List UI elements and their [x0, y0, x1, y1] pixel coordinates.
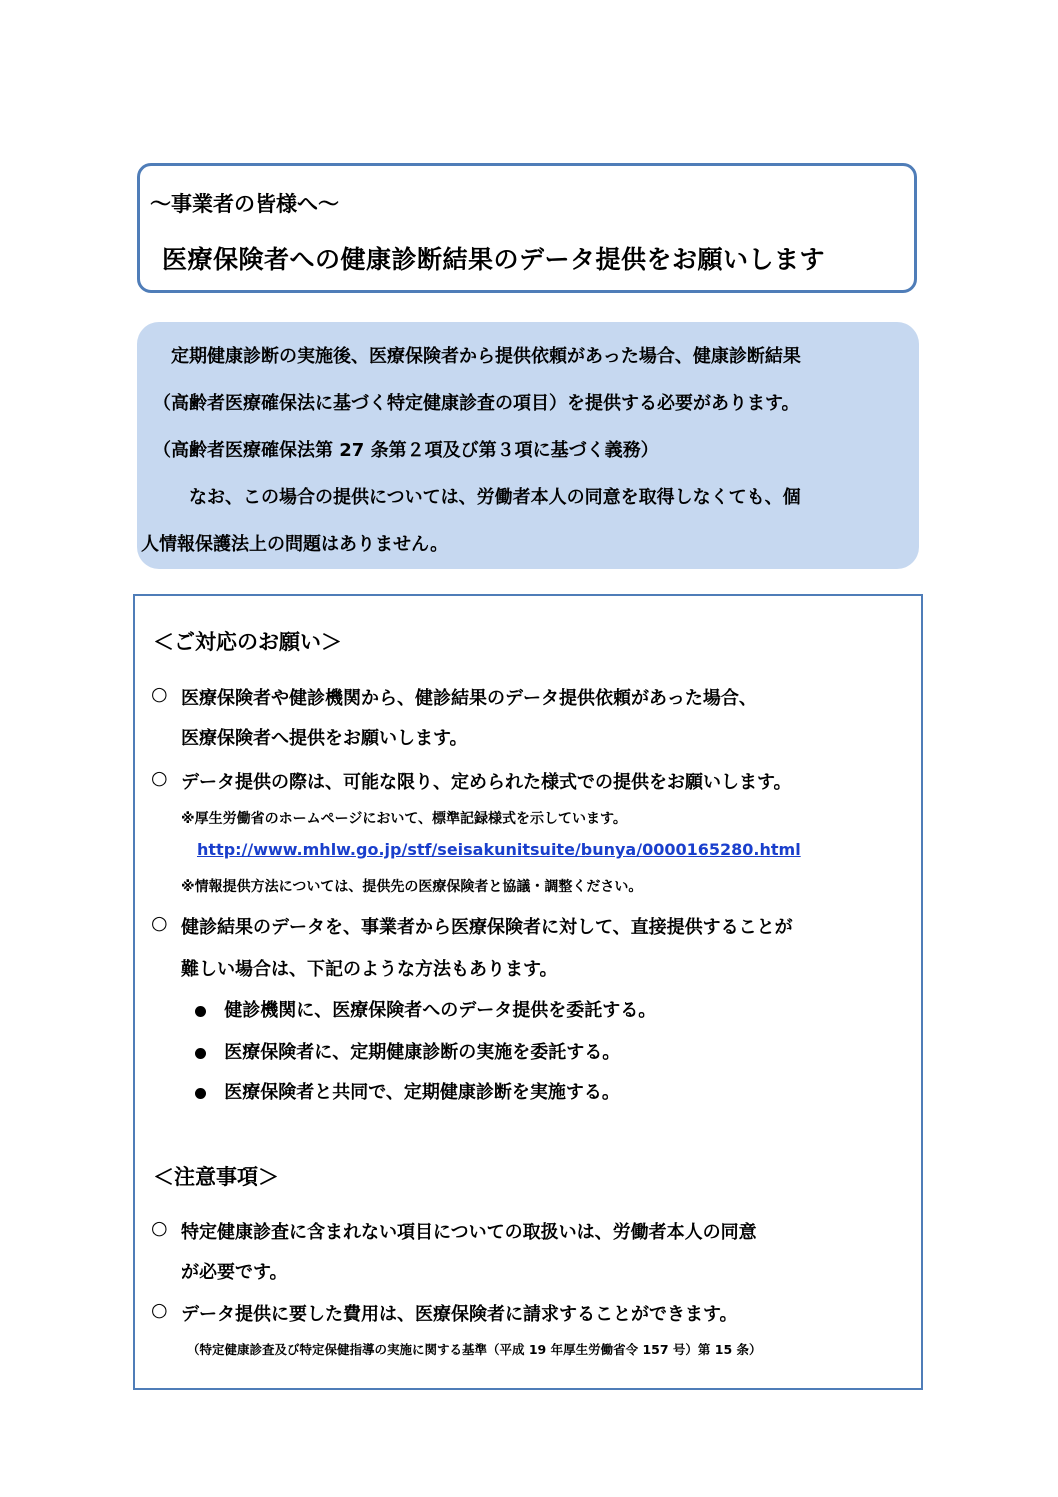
sub-list-item-label: 医療保険者に、定期健康診断の実施を委託する。: [224, 1042, 621, 1063]
intro-panel: [137, 322, 919, 569]
request-item-1-cont: 医療保険者へ提供をお願いします。: [181, 728, 468, 749]
bullet-dot-icon: [195, 1088, 206, 1099]
request-item-3-cont: 難しい場合は、下記のような方法もあります。: [181, 959, 558, 980]
request-box: [133, 594, 923, 1390]
page-title: 医療保険者への健康診断結果のデータ提供をお願いします: [162, 245, 826, 274]
request-item-1: 医療保険者や健診機関から、健診結果のデータ提供依頼があった場合、: [181, 688, 757, 709]
bullet-dot-icon: [195, 1048, 206, 1059]
intro-line: 定期健康診断の実施後、医療保険者から提供依頼があった場合、健康診断結果: [171, 346, 801, 367]
bullet-dot-icon: [195, 1006, 206, 1017]
circle-bullet-icon: ○: [151, 1299, 168, 1321]
circle-bullet-icon: ○: [151, 1217, 168, 1239]
circle-bullet-icon: ○: [151, 767, 168, 789]
legal-reference: （特定健康診査及び特定保健指導の実施に関する基準（平成 19 年厚生労働省令 157 号）第 15 条）: [187, 1342, 762, 1357]
circle-bullet-icon: ○: [151, 683, 168, 705]
notes-item-2: データ提供に要した費用は、医療保険者に請求することができます。: [181, 1304, 738, 1325]
request-item-2-note: ※情報提供方法については、提供先の医療保険者と協議・調整ください。: [181, 879, 643, 895]
notes-item-1: 特定健康診査に含まれない項目についての取扱いは、労働者本人の同意: [181, 1222, 757, 1243]
sub-list-item-label: 医療保険者と共同で、定期健康診断を実施する。: [224, 1082, 620, 1103]
intro-line: （高齢者医療確保法第 27 条第２項及び第３項に基づく義務）: [153, 440, 659, 461]
sub-list-item: [195, 996, 656, 1022]
sub-list-item-label: 健診機関に、医療保険者へのデータ提供を委託する。: [224, 1000, 657, 1021]
request-item-2: データ提供の際は、可能な限り、定められた様式での提供をお願いします。: [181, 772, 792, 793]
circle-bullet-icon: ○: [151, 912, 168, 934]
mhlw-link[interactable]: http://www.mhlw.go.jp/stf/seisakunitsuite/bunya/0000165280.html: [197, 840, 801, 859]
notes-item-1-cont: が必要です。: [181, 1262, 288, 1283]
notes-heading: ＜注意事項＞: [153, 1165, 279, 1189]
request-item-2-note: ※厚生労働省のホームページにおいて、標準記録様式を示しています。: [181, 811, 627, 827]
intro-line: （高齢者医療確保法に基づく特定健康診査の項目）を提供する必要があります。: [153, 393, 800, 414]
sub-list-item: [195, 1038, 620, 1064]
request-heading: ＜ご対応のお願い＞: [153, 630, 342, 654]
sub-list-item: [195, 1078, 620, 1104]
title-box: [137, 163, 917, 293]
intro-line: なお、この場合の提供については、労働者本人の同意を取得しなくても、個: [189, 487, 801, 508]
intro-line: 人情報保護法上の問題はありません。: [141, 534, 449, 555]
request-item-3: 健診結果のデータを、事業者から医療保険者に対して、直接提供することが: [181, 917, 793, 938]
page-subtitle: ～事業者の皆様へ～: [150, 192, 339, 216]
